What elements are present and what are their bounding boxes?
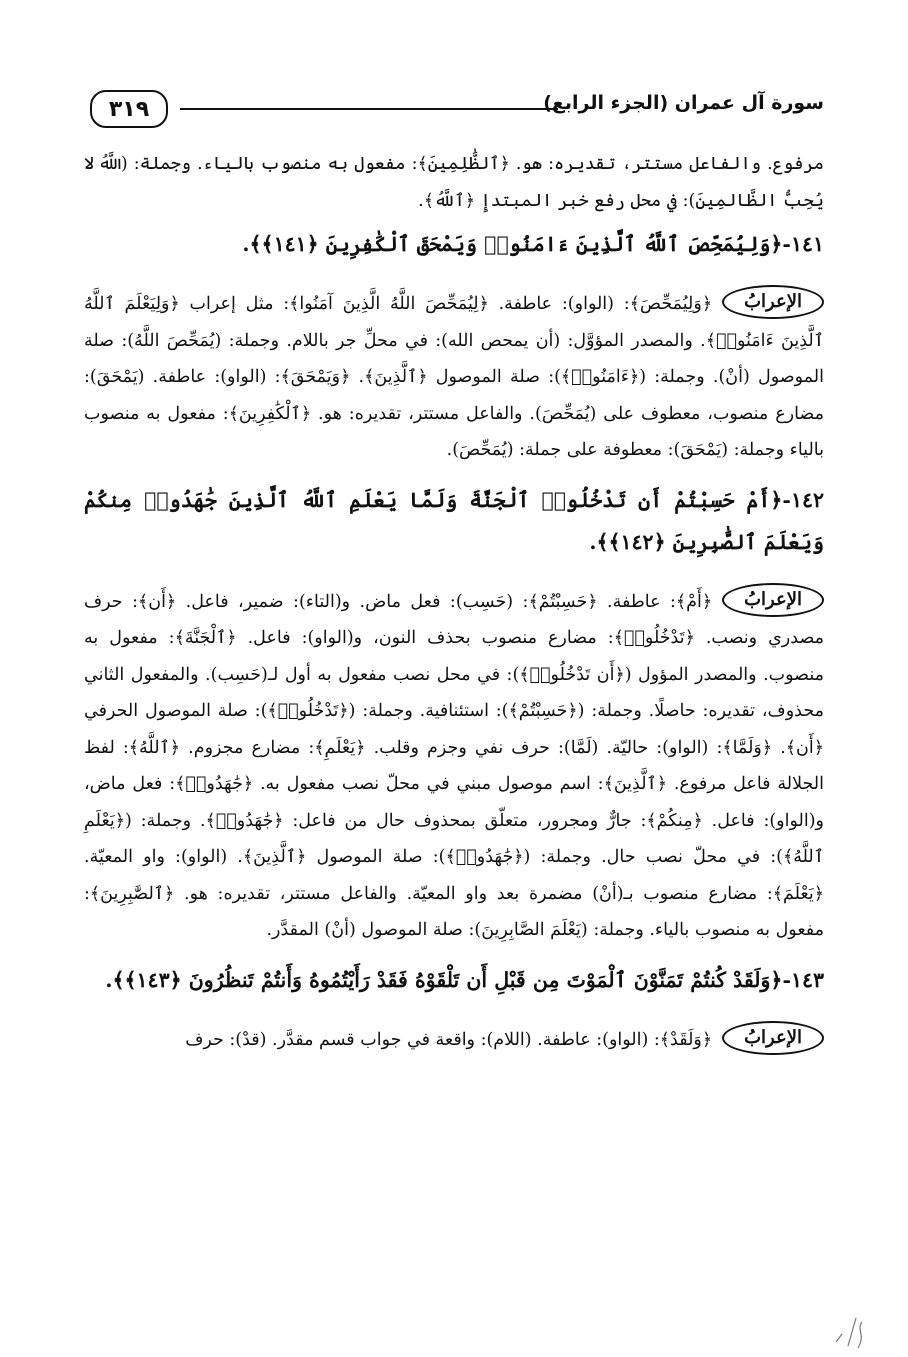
irab-142-text: ﴿أَمْ﴾: عاطفة. ﴿حَسِبْتُمْ﴾: (حَسِب): فعل ماض. و(التاء): ضمير، فاعل. ﴿أَن﴾: حرف مصدري ونصب. ﴿تَدْخُلُوا۟﴾: مضارع منصوب بحذف النون، و(الواو): فاعل. ﴿ٱلْجَنَّةَ﴾: مفعول به منصوب. والمصدر المؤول (﴿أَن تَدْخُلُوا۟﴾): في محل نصب مفعول به أول لـ(حَسِب). والمفعول الثاني محذوف، تقديره: حاصلًا. وجملة: (﴿حَسِبْتُمْ﴾): استئنافية. وجملة: (﴿تَدْخُلُوا۟﴾): صلة الموصول الحرفي ﴿أَن﴾. ﴿وَلَمَّا﴾: (الواو): حاليّة. (لَمَّا): حرف نفي وجزم وقلب. ﴿يَعْلَمِ﴾: مضارع مجزوم. ﴿ٱللَّهُ﴾: لفظ الجلالة فاعل مرفوع. ﴿ٱلَّذِينَ﴾: اسم موصول مبني في محلّ نصب مفعول به. ﴿جَٰهَدُوا۟﴾: فعل ماض، و(الواو): فاعل. ﴿مِنكُمْ﴾: جارٌّ ومجرور، متعلّق بمحذوف حال من فاعل: ﴿جَٰهَدُوا۟﴾. وجملة: (﴿يَعْلَمِ ٱللَّهُ﴾): في محلّ نصب حال. وجملة: (﴿جَٰهَدُوا۟﴾): صلة الموصول ﴿ٱلَّذِينَ﴾. (الواو): واو المعيّة. ﴿يَعْلَمَ﴾: مضارع منصوب بـ(أنْ) مضمرة بعد واو المعيّة. والفاعل مستتر، تقديره: هو. ﴿ٱلصَّٰبِرِينَ﴾: مفعول به منصوب بالياء. وجملة: (يَعْلَمَ الصَّابِرِينَ): صلة الموصول (أنْ) المقدَّر. bbox=[84, 591, 824, 940]
page-body bbox=[84, 146, 824, 1068]
irab-143-text: ﴿وَلَقَدْ﴾: (الواو): عاطفة. (اللام): واقعة في جواب قسم مقدَّر. (قدْ): حرف bbox=[185, 1029, 713, 1050]
page-number: ٣١٩ bbox=[90, 90, 168, 128]
irab-badge: الإعرابُ bbox=[722, 285, 824, 319]
surah-title: سورة آل عمران (الجزء الرابع) bbox=[543, 92, 824, 114]
page-header bbox=[84, 86, 824, 130]
irab-143-paragraph bbox=[84, 1021, 824, 1059]
continued-paragraph: مرفوع. والفاعل مستتر، تقديره: هو. ﴿ٱلظَّٰلِمِينَ﴾: مفعول به منصوب بالياء. وجملة: (اللَّهُ لا يُحِبُّ الظَّالمِينَ): في محل رفع خبر المبتدإِ ﴿ٱللَّهُ﴾. bbox=[84, 154, 824, 211]
irab-141-text: ﴿وَلِيُمَحِّصَ﴾: (الواو): عاطفة. ﴿لِيُمَحِّصَ اللَّهُ الَّذِينَ آمَنُوا﴾: مثل إعراب ﴿وَلِيَعْلَمَ ٱللَّهُ ٱلَّذِينَ ءَامَنُوا۟﴾. والمصدر المؤوَّل: (أن يمحص الله): في محلِّ جر باللام. وجملة: (يُمَحِّصَ اللَّهُ): صلة الموصول (أنْ). وجملة: (﴿ءَامَنُوا۟﴾): صلة الموصول ﴿ٱلَّذِينَ﴾. ﴿وَيَمْحَقَ﴾: (الواو): عاطفة. (يَمْحَقَ): مضارع منصوب، معطوف على (يُمَحِّصَ). والفاعل مستتر، تقديره: هو. ﴿ٱلْكَٰفِرِينَ﴾: مفعول به منصوب بالياء وجملة: (يَمْحَقَ): معطوفة على جملة: (يُمَحِّصَ). bbox=[84, 294, 824, 460]
verse-143: ١٤٣-﴿وَلَقَدْ كُنتُمْ تَمَنَّوْنَ ٱلْمَوْتَ مِن قَبْلِ أَن تَلْقَوْهُ فَقَدْ رَأَيْتُمُوهُ وَأَنتُمْ تَنظُرُونَ ﴿١٤٣﴾﴾. bbox=[105, 967, 824, 992]
verse-141: ١٤١-﴿وَلِيُمَحِّصَ ٱللَّهُ ٱلَّذِينَ ءَامَنُوا۟ وَيَمْحَقَ ٱلْكَٰفِرِينَ ﴿١٤١﴾﴾. bbox=[242, 232, 824, 256]
irab-badge: الإعرابُ bbox=[722, 583, 824, 617]
handwritten-mark bbox=[826, 1312, 874, 1352]
irab-badge: الإعرابُ bbox=[722, 1021, 824, 1055]
irab-141-paragraph bbox=[84, 285, 824, 469]
irab-142-paragraph bbox=[84, 583, 824, 949]
verse-142: ١٤٢-﴿أَمْ حَسِبْتُمْ أَن تَدْخُلُوا۟ ٱلْجَنَّةَ وَلَمَّا يَعْلَمِ ٱللَّهُ ٱلَّذِينَ جَٰهَدُوا۟ مِنكُمْ وَيَعْلَمَ ٱلصَّٰبِرِينَ ﴿١٤٢﴾﴾. bbox=[84, 487, 824, 554]
header-rule bbox=[180, 108, 558, 110]
